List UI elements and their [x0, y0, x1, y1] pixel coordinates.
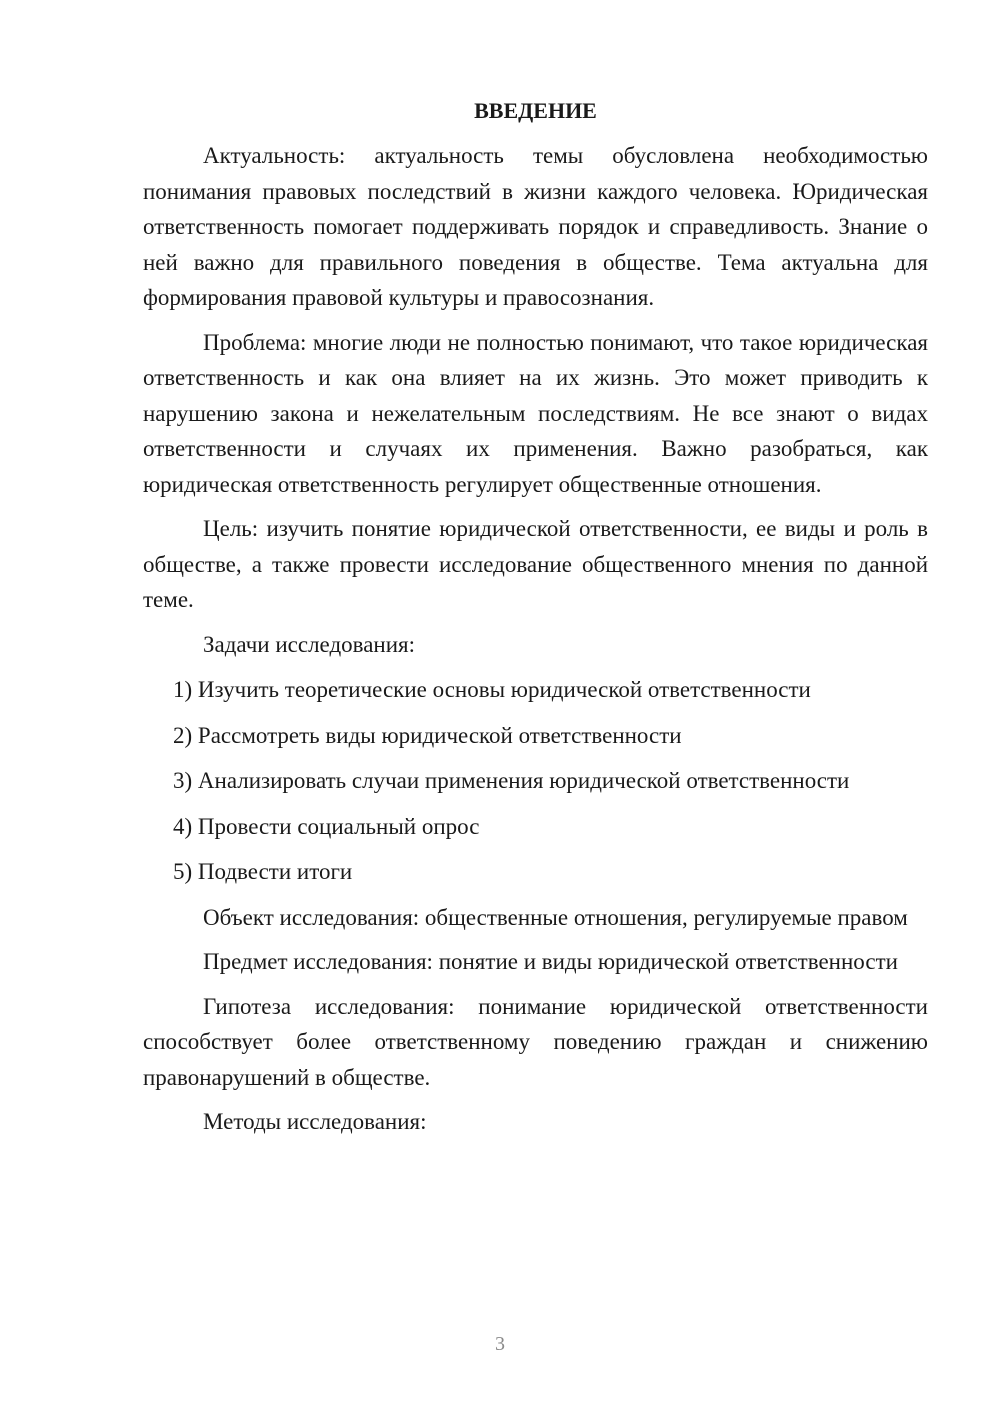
goal-paragraph: Цель: изучить понятие юридической ответственности, ее виды и роль в обществе, а также провести исследование общественного мнения по данной теме.: [143, 516, 928, 612]
task-item: 4) Провести социальный опрос: [173, 813, 480, 839]
page-number: 3: [495, 1333, 505, 1355]
problem-paragraph: Проблема: многие люди не полностью понимают, что такое юридическая ответственность и как она влияет на их жизнь. Это может приводить к нарушению закона и нежелательным последствиям. Не все знают о видах ответственности и случаях их применения. Важно разобраться, как юридическая ответственность регулирует общественные отношения.: [143, 329, 928, 497]
page-content: [143, 93, 928, 1149]
section-title: ВВЕДЕНИЕ: [474, 98, 597, 123]
task-item: 2) Рассмотреть виды юридической ответственности: [173, 722, 682, 748]
task-item: 5) Подвести итоги: [173, 859, 353, 884]
object-paragraph: Объект исследования: общественные отношения, регулируемые правом: [203, 904, 908, 930]
hypothesis-paragraph: Гипотеза исследования: понимание юридической ответственности способствует более ответственному поведению граждан и снижению правонарушений в обществе.: [143, 993, 928, 1090]
tasks-heading: Задачи исследования:: [203, 631, 416, 657]
task-item: 3) Анализировать случаи применения юридической ответственности: [173, 768, 850, 793]
task-item: 1) Изучить теоретические основы юридической ответственности: [173, 677, 811, 702]
subject-paragraph: Предмет исследования: понятие и виды юридической ответственности: [203, 949, 898, 974]
methods-paragraph: Методы исследования:: [203, 1109, 427, 1134]
relevance-paragraph: Актуальность: актуальность темы обусловлена необходимостью понимания правовых последствий в жизни каждого человека. Юридическая ответственность помогает поддерживать порядок и справедливость. Знание о ней важно для правильного поведения в обществе. Тема актуальна для формирования правовой культуры и правосознания.: [143, 143, 928, 310]
tasks-list: [143, 672, 928, 890]
